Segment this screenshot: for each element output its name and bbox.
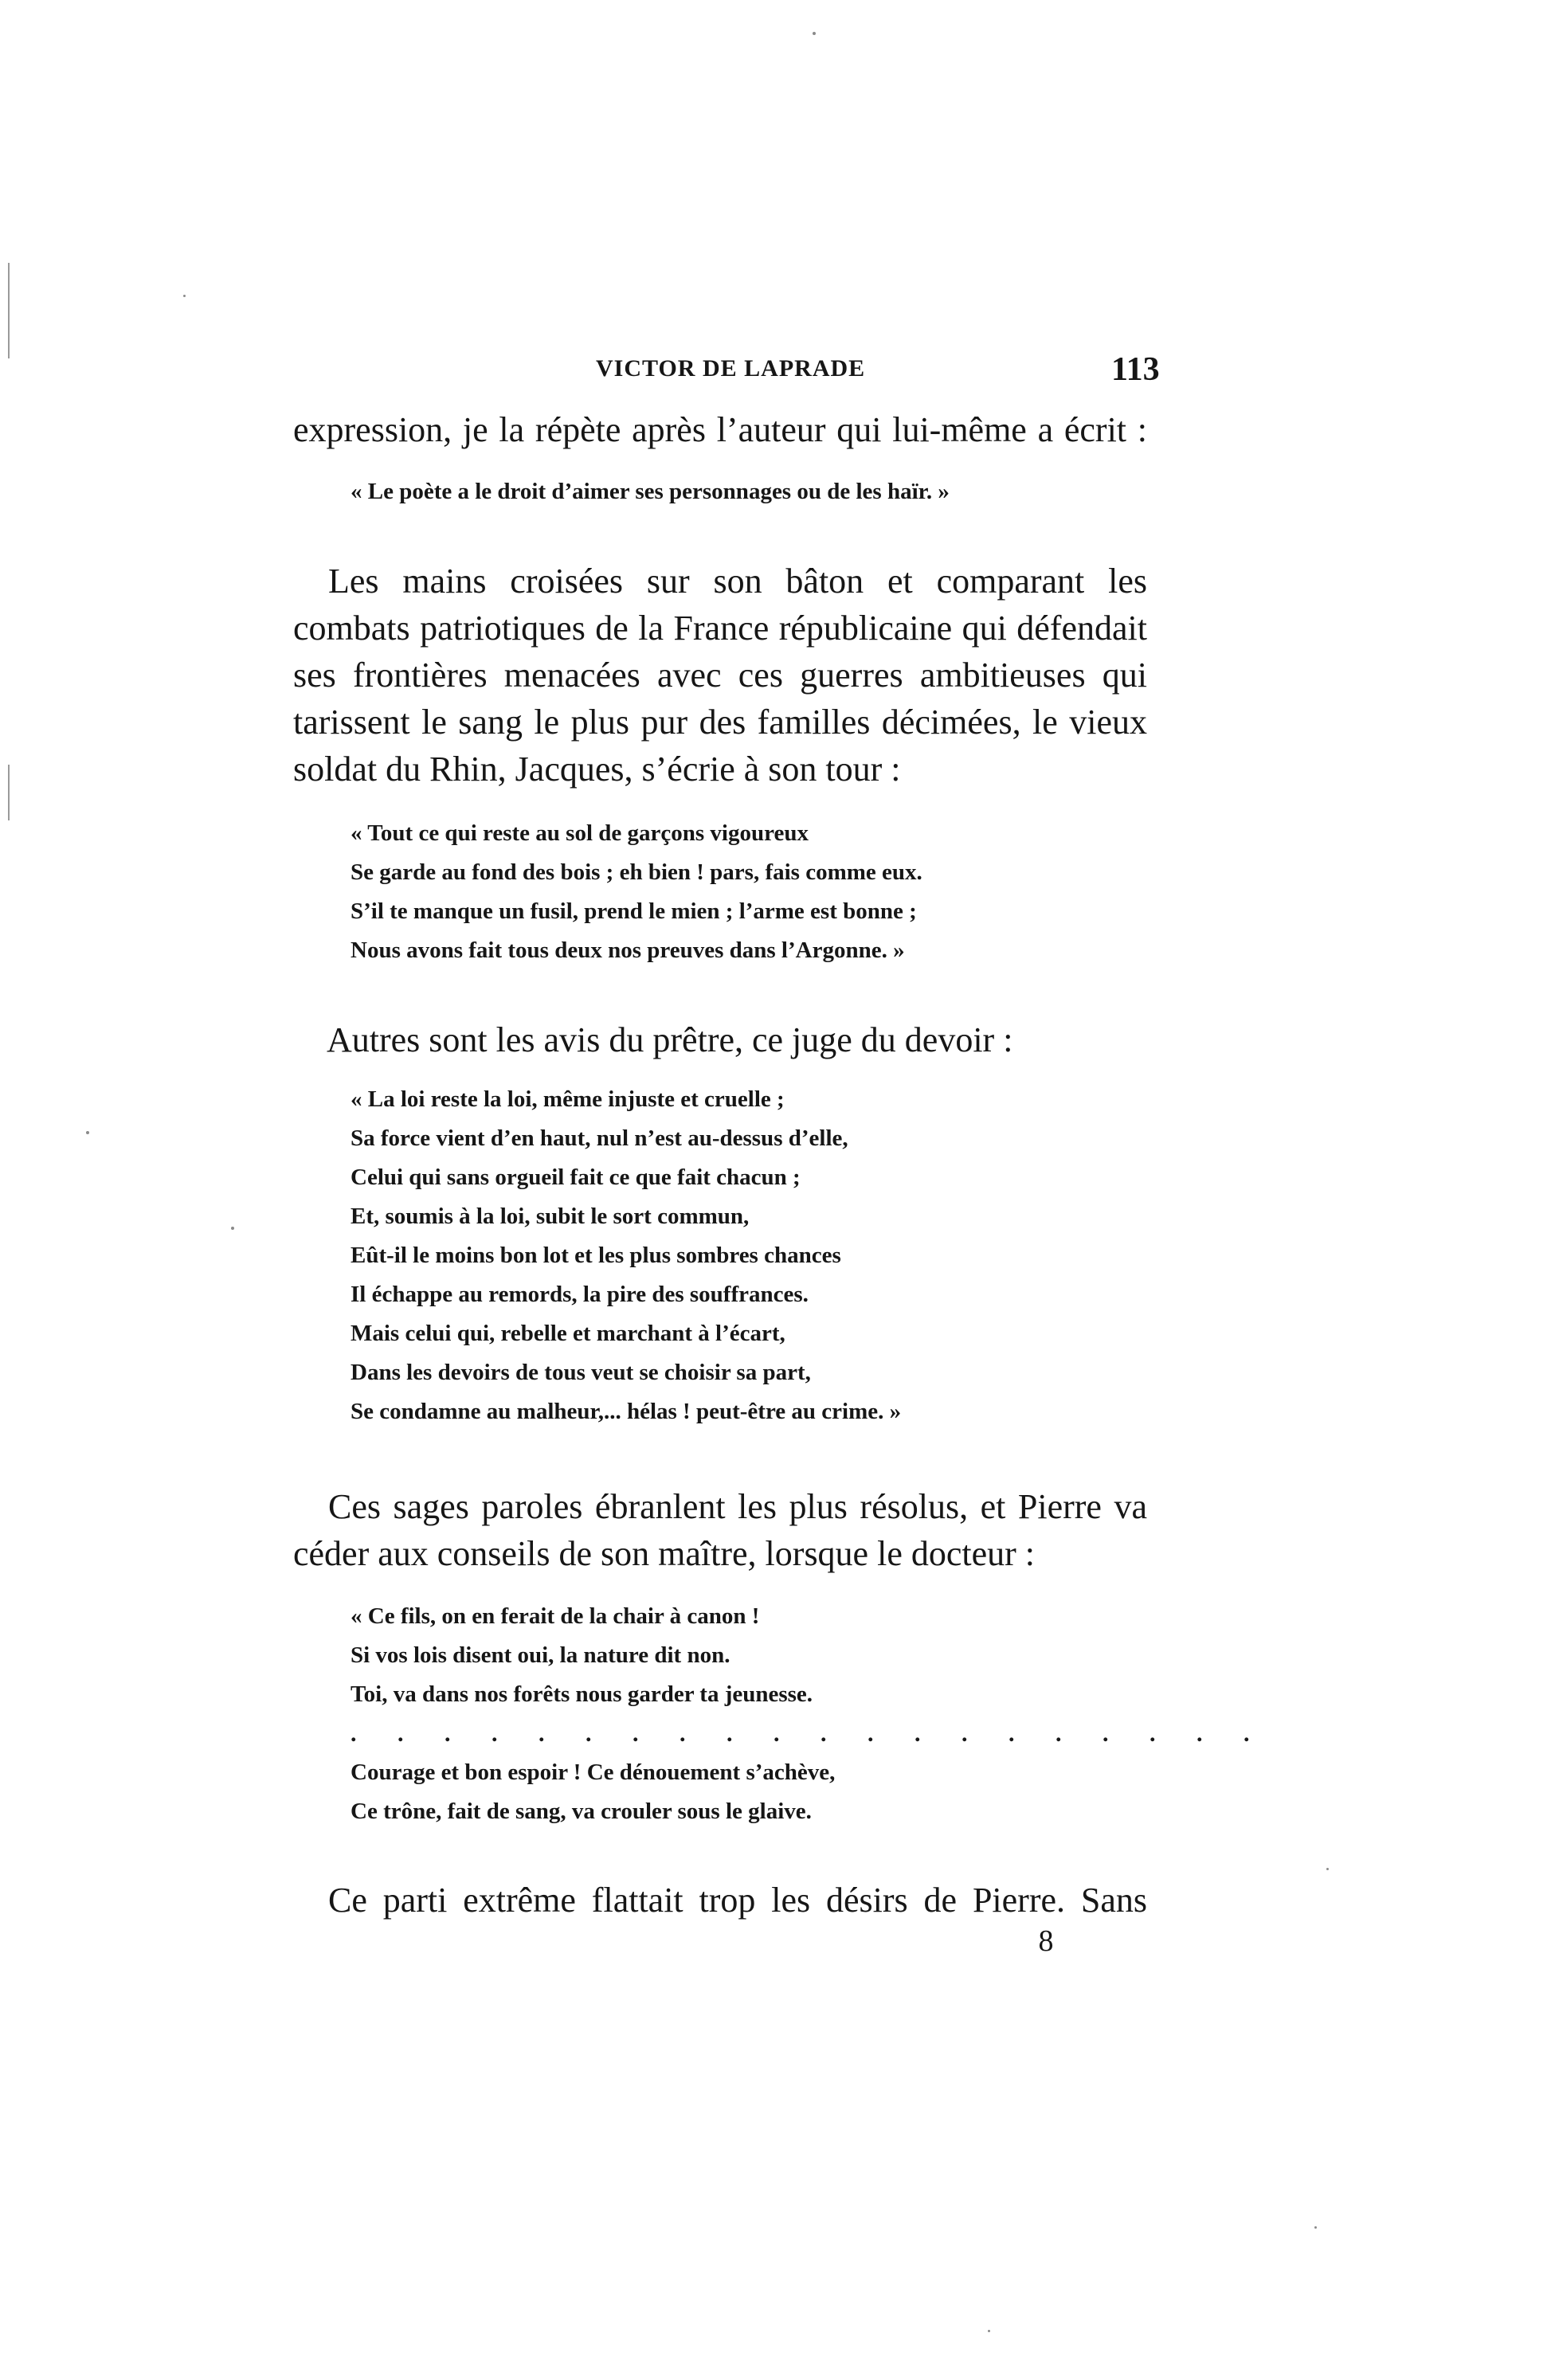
quote-line: Sa force vient d’en haut, nul n’est au-dessus d’elle, bbox=[351, 1125, 848, 1151]
quotation bbox=[351, 1597, 1267, 1831]
quote-line: Nous avons fait tous deux nos preuves dans l’Argonne. » bbox=[351, 938, 905, 963]
quote-line: S’il te manque un fusil, prend le mien ; l’arme est bonne ; bbox=[351, 898, 917, 924]
quote-line: Si vos lois disent oui, la nature dit non. bbox=[351, 1642, 730, 1668]
quote-line: Toi, va dans nos forêts nous garder ta jeunesse. bbox=[351, 1681, 813, 1707]
quote-line: Celui qui sans orgueil fait ce que fait chacun ; bbox=[351, 1165, 801, 1190]
quotation bbox=[351, 814, 1115, 970]
quote-line: Eût-il le moins bon lot et les plus sombres chances bbox=[351, 1243, 841, 1268]
quote-line: Se garde au fond des bois ; eh bien ! pars, fais comme eux. bbox=[351, 859, 922, 885]
quotation bbox=[351, 1080, 1115, 1431]
quotation bbox=[351, 472, 1115, 511]
scan-speck bbox=[1326, 1868, 1329, 1870]
quote-line: Et, soumis à la loi, subit le sort commun, bbox=[351, 1204, 750, 1229]
quote-line: « Le poète a le droit d’aimer ses personnages ou de les haïr. » bbox=[351, 479, 950, 504]
ellipsis-row: . . . . . . . . . . . . . . . . . . . . bbox=[351, 1720, 1267, 1747]
quote-line: Ce trône, fait de sang, va crouler sous le glaive. bbox=[351, 1799, 812, 1824]
running-header-title: VICTOR DE LAPRADE bbox=[596, 355, 866, 382]
quote-line: Courage et bon espoir ! Ce dénouement s’achève, bbox=[351, 1760, 836, 1785]
scan-edge-mark bbox=[8, 765, 10, 820]
scan-speck bbox=[1314, 2226, 1317, 2229]
quote-line: « Tout ce qui reste au sol de garçons vigoureux bbox=[351, 820, 809, 846]
quote-line: Dans les devoirs de tous veut se choisir sa part, bbox=[351, 1360, 811, 1385]
quote-line: « Ce fils, on en ferait de la chair à canon ! bbox=[351, 1603, 760, 1629]
paragraph bbox=[293, 1877, 1147, 1924]
scan-speck bbox=[86, 1131, 89, 1134]
quote-line: Il échappe au remords, la pire des souffrances. bbox=[351, 1282, 809, 1307]
paragraph bbox=[293, 1483, 1147, 1577]
signature-mark: 8 bbox=[1038, 1924, 1054, 1958]
scan-speck bbox=[183, 295, 186, 297]
paragraph-text: Les mains croisées sur son bâton et comparant les combats patriotiques de la France républicaine qui défendait ses frontières menacées avec ces guerres ambitieuses qui tarissent le sang le plus pur des familles décimées, le vieux soldat du Rhin, Jacques, s’écrie à son tour : bbox=[293, 562, 1147, 789]
page-number: 113 bbox=[1111, 351, 1160, 388]
paragraph bbox=[293, 406, 1147, 453]
paragraph-text: Autres sont les avis du prêtre, ce juge du devoir : bbox=[327, 1020, 1013, 1059]
quote-line: Mais celui qui, rebelle et marchant à l’écart, bbox=[351, 1321, 785, 1346]
paragraph-text: Ces sages paroles ébranlent les plus résolus, et Pierre va céder aux conseils de son maître, lorsque le docteur : bbox=[293, 1487, 1147, 1573]
scan-speck bbox=[988, 2330, 990, 2332]
scan-speck bbox=[813, 32, 816, 35]
paragraph bbox=[327, 1016, 1181, 1063]
scan-speck bbox=[231, 1227, 234, 1230]
quote-line: « La loi reste la loi, même injuste et cruelle ; bbox=[351, 1086, 785, 1112]
paragraph bbox=[293, 558, 1147, 793]
scan-edge-mark bbox=[8, 263, 10, 358]
quote-line: Se condamne au malheur,... hélas ! peut-être au crime. » bbox=[351, 1399, 902, 1424]
paragraph-text: expression, je la répète après l’auteur qui lui-même a écrit : bbox=[293, 410, 1147, 449]
paragraph-text: Ce parti extrême flattait trop les désirs de Pierre. Sans bbox=[328, 1881, 1147, 1920]
